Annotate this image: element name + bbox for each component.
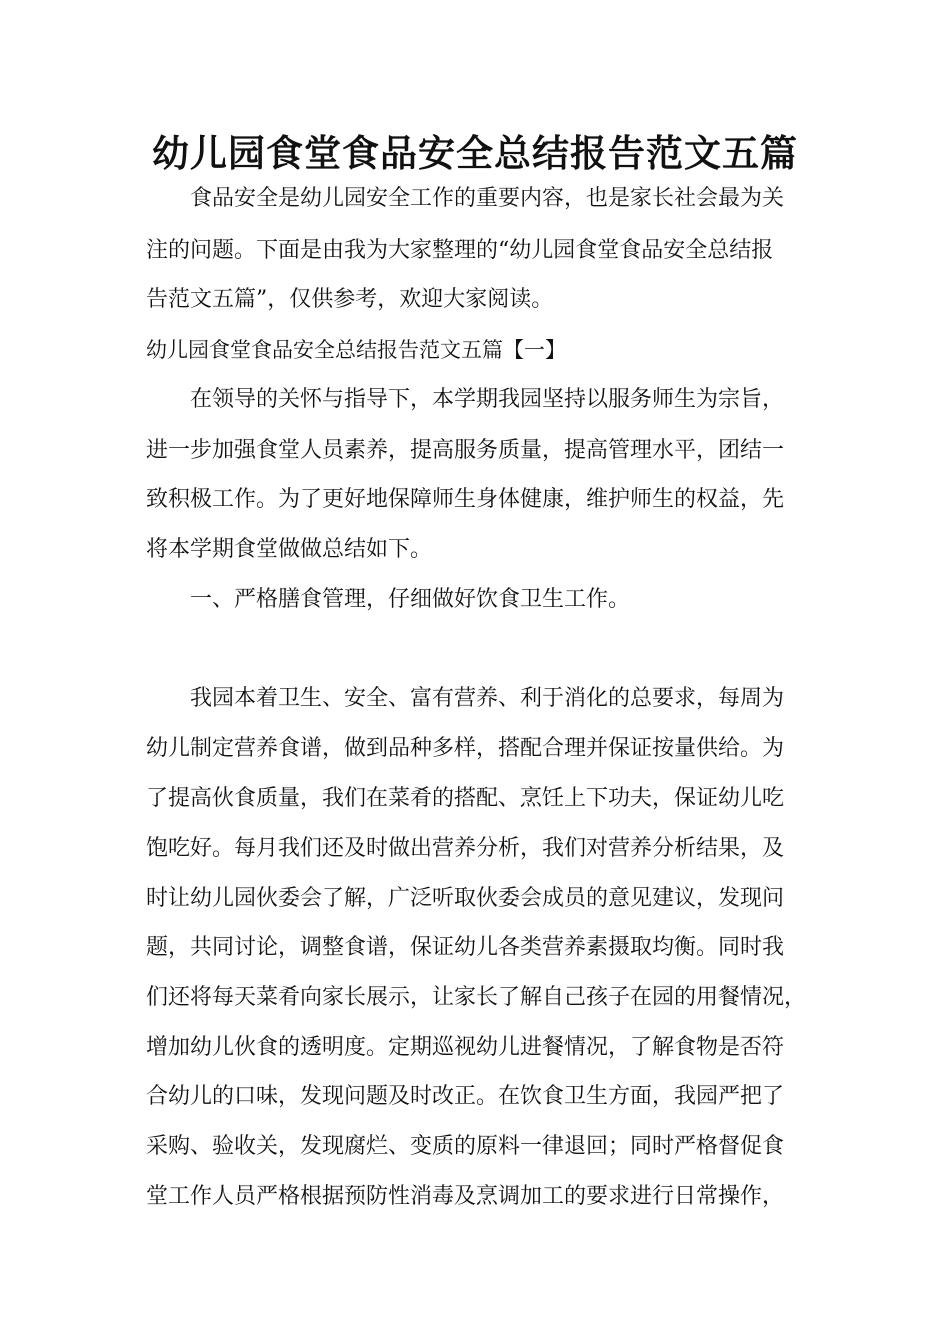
para1-line-2: 进一步加强食堂人员素养，提高服务质量，提高管理水平，团结一	[146, 438, 785, 463]
subheading: 一、严格膳食管理，仔细做好饮食卫生工作。	[190, 587, 631, 612]
para2-line-9: 合幼儿的口味，发现问题及时改正。在饮食卫生方面，我园严把了	[146, 1084, 785, 1109]
section-heading: 幼儿园食堂食品安全总结报告范文五篇【一】	[146, 338, 566, 362]
para2-line-7: 们还将每天菜肴向家长展示，让家长了解自己孩子在园的用餐情况，	[146, 985, 807, 1010]
para1-line-4: 将本学期食堂做做总结如下。	[146, 537, 433, 562]
document-title: 幼儿园食堂食品安全总结报告范文五篇	[152, 132, 798, 175]
intro-line-1: 食品安全是幼儿园安全工作的重要内容，也是家长社会最为关	[190, 186, 785, 211]
para2-line-1: 我园本着卫生、安全、富有营养、利于消化的总要求，每周为	[190, 686, 785, 711]
intro-line-2: 注的问题。下面是由我为大家整理的“幼儿园食堂食品安全总结报	[146, 238, 774, 263]
para2-line-10: 采购、验收关，发现腐烂、变质的原料一律退回；同时严格督促食	[146, 1134, 785, 1159]
para2-line-11: 堂工作人员严格根据预防性消毒及烹调加工的要求进行日常操作，	[146, 1184, 785, 1209]
para2-line-5: 时让幼儿园伙委会了解，广泛听取伙委会成员的意见建议，发现问	[146, 886, 785, 911]
para2-line-3: 了提高伙食质量，我们在菜肴的搭配、烹饪上下功夫，保证幼儿吃	[146, 786, 785, 811]
para2-line-2: 幼儿制定营养食谱，做到品种多样，搭配合理并保证按量供给。为	[146, 736, 785, 761]
para2-line-4: 饱吃好。每月我们还及时做出营养分析，我们对营养分析结果，及	[146, 836, 785, 861]
para2-line-8: 增加幼儿伙食的透明度。定期巡视幼儿进餐情况，了解食物是否符	[146, 1035, 785, 1060]
para1-line-1: 在领导的关怀与指导下，本学期我园坚持以服务师生为宗旨，	[190, 387, 785, 412]
para1-line-3: 致积极工作。为了更好地保障师生身体健康，维护师生的权益，先	[146, 487, 785, 512]
para2-line-6: 题，共同讨论，调整食谱，保证幼儿各类营养素摄取均衡。同时我	[146, 935, 785, 960]
intro-line-3: 告范文五篇”，仅供参考，欢迎大家阅读。	[146, 287, 554, 312]
